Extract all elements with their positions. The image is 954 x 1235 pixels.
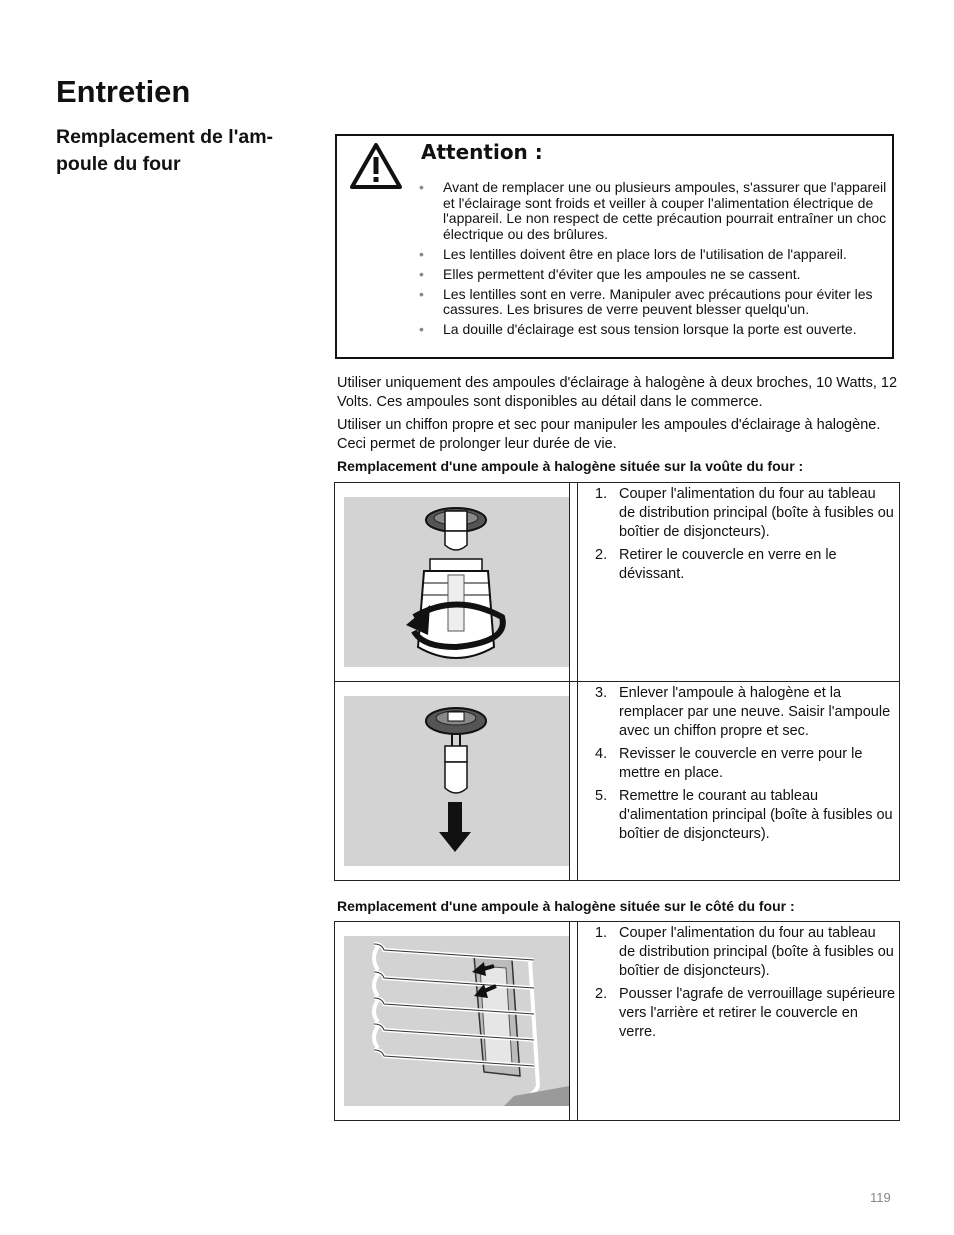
side-steps-table <box>334 921 900 1121</box>
step-number: 5. <box>595 788 608 804</box>
table-row <box>335 922 899 1120</box>
warning-list <box>419 180 889 342</box>
step-text: Enlever l'ampoule à halogène et la remplacer par une neuve. Saisir l'ampoule avec un chiffon propre et sec. <box>619 685 891 739</box>
unscrew-cover-illustration <box>344 497 569 667</box>
step-number: 1. <box>595 925 608 941</box>
step-item <box>595 745 895 783</box>
table-row <box>335 682 899 880</box>
image-cell <box>335 483 578 681</box>
page-title: Entretien <box>56 74 191 109</box>
step-item <box>595 546 895 584</box>
warning-item: • Les lentilles sont en verre. Manipuler avec précautions pour éviter les cassures. Les brisures de verre peuvent blesser quelqu'un. <box>419 287 889 318</box>
step-number: 1. <box>595 486 608 502</box>
table-row <box>335 483 899 682</box>
warning-item: • Les lentilles doivent être en place lors de l'utilisation de l'appareil. <box>419 247 889 263</box>
step-item <box>595 924 895 981</box>
step-item <box>595 985 895 1042</box>
step-text: Pousser l'agrafe de verrouillage supérieure vers l'arrière et retirer le couvercle en verre. <box>619 986 896 1040</box>
warning-title: Attention : <box>421 140 543 164</box>
ceiling-steps-table <box>334 482 900 881</box>
step-number: 4. <box>595 746 608 762</box>
step-number: 2. <box>595 547 608 563</box>
image-cell <box>335 682 578 880</box>
step-list <box>595 924 895 1046</box>
intro-paragraph: Utiliser uniquement des ampoules d'éclairage à halogène à deux broches, 10 Watts, 12 Volts. Ces ampoules sont disponibles au détail dans le commerce. <box>337 375 898 410</box>
step-text: Revisser le couvercle en verre pour le mettre en place. <box>619 746 863 781</box>
page-number: 119 <box>870 1190 891 1205</box>
warning-item: • Avant de remplacer une ou plusieurs ampoules, s'assurer que l'appareil et l'éclairage sont froids et veiller à couper l'alimentation électrique de l'appareil. Le non respect de cette précaution pourrait entraîner un choc électrique ou des brûlures. <box>419 180 889 242</box>
step-item <box>595 485 895 542</box>
remove-bulb-illustration <box>344 696 569 866</box>
side-heading: Remplacement d'une ampoule à halogène située sur le côté du four : <box>337 898 795 914</box>
step-list <box>595 485 895 588</box>
section-title: Remplacement de l'am- poule du four <box>56 126 274 175</box>
warning-item: • La douille d'éclairage est sous tension lorsque la porte est ouverte. <box>419 322 889 338</box>
step-number: 2. <box>595 986 608 1002</box>
handling-paragraph: Utiliser un chiffon propre et sec pour manipuler les ampoules d'éclairage à halogène. Ceci permet de prolonger leur durée de vie. <box>337 417 881 452</box>
ceiling-heading: Remplacement d'une ampoule à halogène située sur la voûte du four : <box>337 458 804 474</box>
step-item <box>595 787 895 844</box>
step-text: Retirer le couvercle en verre en le dévissant. <box>619 547 837 582</box>
warning-item: • Elles permettent d'éviter que les ampoules ne se cassent. <box>419 267 889 283</box>
step-text: Couper l'alimentation du four au tableau de distribution principal (boîte à fusibles ou boîtier de disjoncteurs). <box>619 486 894 540</box>
warning-triangle-icon <box>349 142 403 190</box>
step-text: Couper l'alimentation du four au tableau de distribution principal (boîte à fusibles ou boîtier de disjoncteurs). <box>619 925 894 979</box>
warning-box <box>335 134 894 359</box>
step-number: 3. <box>595 685 608 701</box>
image-cell <box>335 922 578 1120</box>
side-light-illustration <box>344 936 569 1106</box>
step-text: Remettre le courant au tableau d'alimentation principal (boîte à fusibles ou boîtier de disjoncteurs). <box>619 788 893 842</box>
step-item <box>595 684 895 741</box>
step-list <box>595 684 895 848</box>
